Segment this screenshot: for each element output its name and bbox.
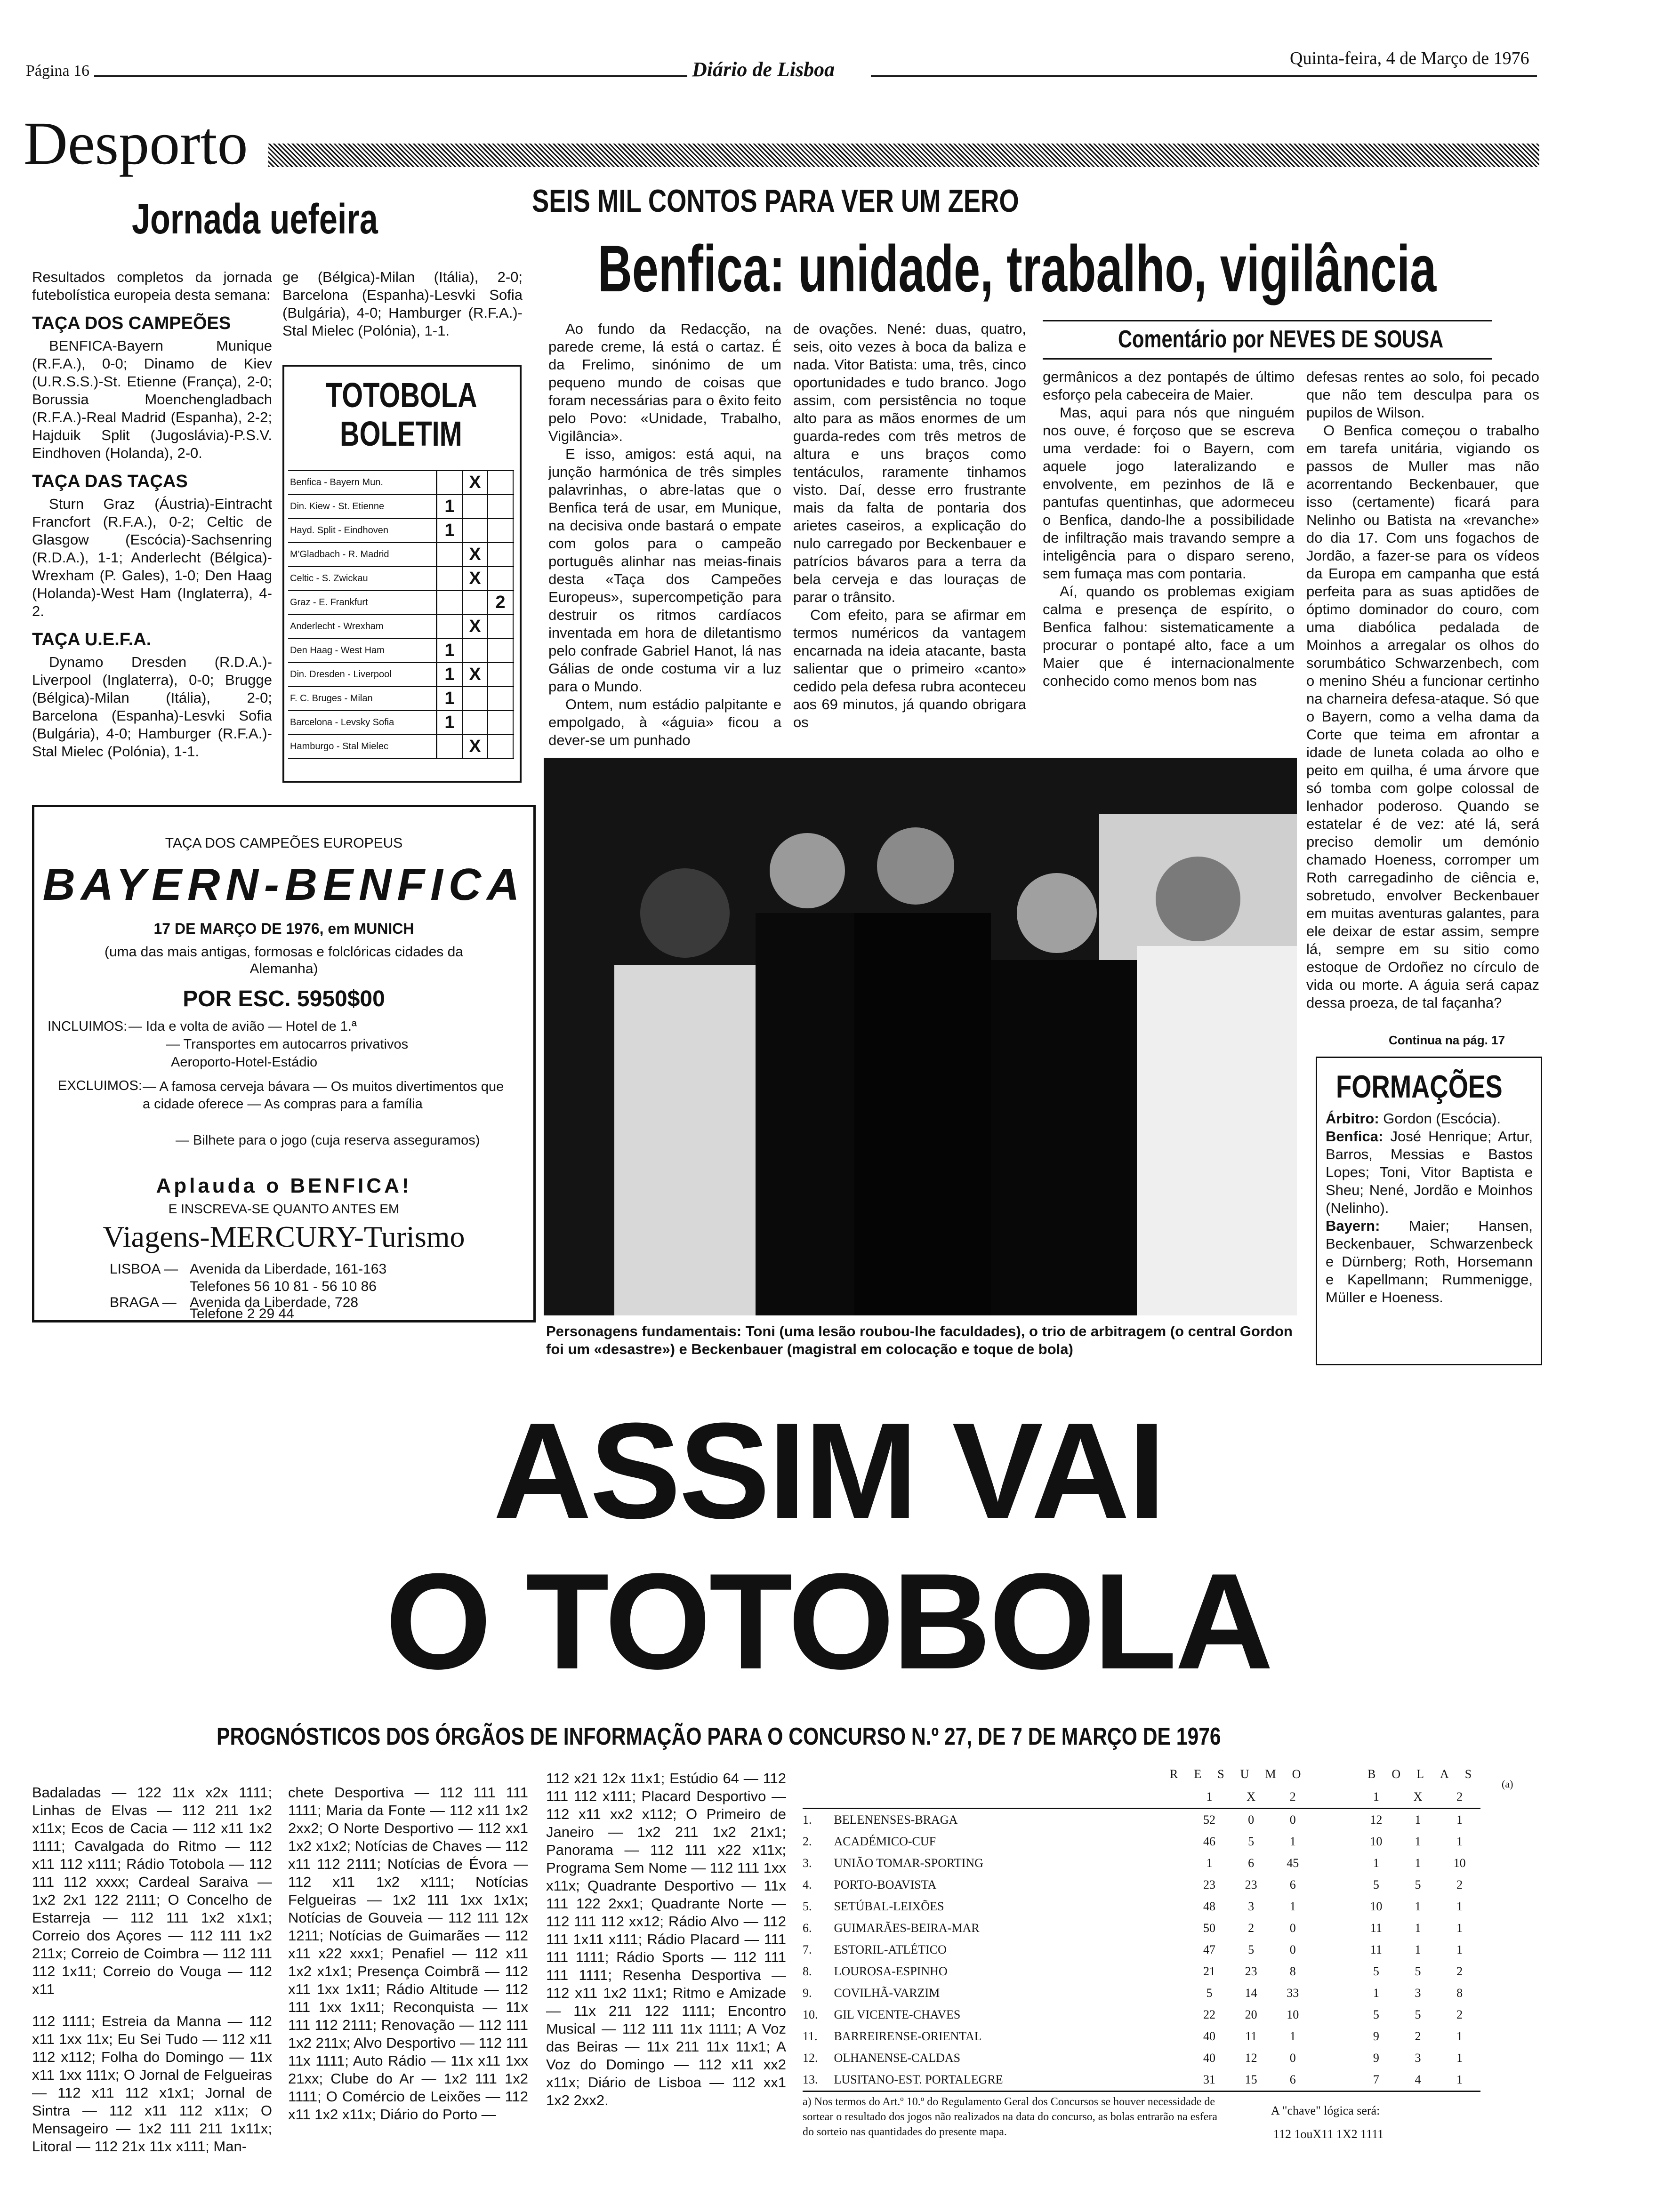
bolas-2: 1 <box>1456 1921 1463 1935</box>
bolas-1: 1 <box>1373 1856 1379 1870</box>
byline: Comentário por NEVES DE SOUSA <box>1118 326 1444 353</box>
bolas-x: 4 <box>1415 2073 1421 2086</box>
results-table <box>803 1786 1480 2092</box>
uefa-heading-campeoes: TAÇA DOS CAMPEÕES <box>32 313 231 333</box>
results-row <box>803 1917 1480 1939</box>
mark-1: 1 <box>437 495 463 518</box>
bolas-1: 9 <box>1373 2051 1379 2065</box>
uefa-text-uefa-cont: ge (Bélgica)-Milan (Itália), 2-0; Barcelona (Espanha)-Lesvki Sofia (Bulgária), 4-0; Hamburger (R.F.A.)-Stal Mielec (Polónia), 1-1. <box>282 269 523 339</box>
bolas-2: 1 <box>1456 1835 1463 1848</box>
prognosticos-col-2 <box>288 1784 528 2198</box>
bolas-x: 1 <box>1415 1813 1421 1827</box>
prognosticos-text: chete Desportiva — 112 111 111 1111; Maria da Fonte — 112 x11 1x2 2xx2; O Norte Desportivo — 112 xx1 1x2 x1x2; Notícias de Chaves — 112 x11 112 2111; Notícias de Évora — 112 x11 1x2 x111; Notícias Felgueiras — 1x2 111 1xx 1x1x; Notícias de Gouveia — 112 111 12x 1211; Notícias de Guimarães — 112 x11 x22 xxx1; Penafiel — 112 x11 1x2 x1x1; Presença Coimbrã — 112 x11 1xx 1x11; Rádio Altitude — 112 111 1xx 1x11; Reconquista — 11x 111 112 2111; Renovação — 112 111 1x2 211x; Alvo Desportivo — 112 111 11x 1111; Auto Rádio — 11x x11 1xx 21xx; Clube do Ar — 1x2 111 1x2 1111; O Comércio de Leixões — 112 x11 1x2 x11x; Diário do Porto — <box>288 1784 528 2123</box>
article-kicker: SEIS MIL CONTOS PARA VER UM ZERO <box>532 183 1019 219</box>
uefa-intro: Resultados completos da jornada futebolística europeia desta semana: <box>32 269 272 303</box>
resumo-2: 0 <box>1289 1813 1296 1827</box>
mark-2 <box>488 639 514 662</box>
game-match: ACADÉMICO-CUF <box>834 1835 936 1848</box>
continued-note: Continua na pág. 17 <box>1389 1033 1505 1047</box>
resumo-1: 52 <box>1203 1813 1215 1827</box>
article-para: O Benfica começou o trabalho em tarefa unitária, vigiando os passos de Muller mas não acorrentando Beckenbauer, que isso (certamente) ficará para Nelinho ou Batista na «revanche» do dia 17. Com uns fogachos de Jordão, a fazer-se para os vídeos da Europa em campanha que está perfeita para as suas aptidões de óptimo dominador do couro, com uma diabólica pedalada de Moinhos a arregalar os olhos do sorumbático Schwarzenbech, com o menino Shéu a funcionar certinho na charneira defesa-ataque. Só que o Bayern, como a velha dama da Corte que teima em afrontar a idade de luneta colada ao olho e peito em quilha, é uma árvore que só tomba com golpe colossal de lenhador poderoso. Quando se estatelar é de vez: até lá, será preciso demolir um demónio chamado Hoeness, corromper um Roth carregadinho de ciência e, sobretudo, envolver Beckenbauer em muitas aventuras galantes, para ele deixar de estar assim, sempre lá, sempre em su sitio como estoque de Ordoñez no círculo de vida ou morte. A águia será capaz dessa proeza, de tal façanha? <box>1306 422 1539 1011</box>
mark-1 <box>437 615 463 638</box>
ad-price: POR ESC. 5950$00 <box>183 986 385 1011</box>
mark-2 <box>488 471 514 494</box>
results-footnote: a) Nos termos do Art.º 10.º do Regulamento Geral dos Concursos se houver necessidade de sortear o resultado dos jogos não realizados na data do concurso, as bolas entrarão na esfera do sorteio nas quantidades do presente mapa. <box>803 2096 1218 2138</box>
resumo-2: 1 <box>1289 1899 1296 1913</box>
boletim-match: Din. Dresden - Liverpool <box>288 663 437 686</box>
game-number: 10. <box>803 2008 818 2021</box>
bolas-x: 5 <box>1415 2008 1421 2021</box>
mark-2 <box>488 567 514 590</box>
ad-subtitle: (uma das mais antigas, formosas e folclóricas cidades da Alemanha) <box>104 944 463 977</box>
results-row <box>803 1874 1480 1896</box>
game-match: LOUROSA-ESPINHO <box>834 1964 948 1978</box>
resumo-2: 45 <box>1287 1856 1299 1870</box>
results-row <box>803 1982 1480 2004</box>
bolas-2: 1 <box>1456 2073 1463 2086</box>
mark-2 <box>488 735 514 758</box>
uefa-heading-uefa: TAÇA U.E.F.A. <box>32 630 152 649</box>
mark-x <box>463 519 488 542</box>
article-col-4 <box>1306 368 1539 1036</box>
boletim-match: Hamburgo - Stal Mielec <box>288 735 437 758</box>
resumo-1: 46 <box>1203 1835 1215 1848</box>
resumo-x: 0 <box>1248 1813 1255 1827</box>
resumo-1: 22 <box>1203 2008 1215 2021</box>
mark-2 <box>488 663 514 686</box>
bolas-2: 1 <box>1456 1899 1463 1913</box>
boletim-match: Benfica - Bayern Mun. <box>288 471 437 494</box>
mark-1: 1 <box>437 663 463 686</box>
resumo-1: 21 <box>1203 1964 1215 1978</box>
totobola-headline-1: ASSIM VAI <box>493 1395 1164 1547</box>
prognosticos-text: Badaladas — 122 11x x2x 1111; Linhas de Elvas — 112 211 1x2 x11x; Ecos de Cacia — 112 x11 1x2 1111; Cavalgada do Ritmo — 112 x11 112 x111; Rádio Totobola — 112 111 112 xxxx; Cardeal Saraiva — 1x2 2x1 122 2111; O Concelho de Estarreja — 112 111 1x2 x1x1; Correio dos Açores — 112 111 1x2 211x; Correio de Coimbra — 112 111 112 1x11; Correio do Vouga — 112 x11 <box>32 1784 272 1997</box>
bolas-x: 5 <box>1415 1878 1421 1891</box>
resumo-1: 1 <box>1206 1856 1213 1870</box>
game-match: PORTO-BOAVISTA <box>834 1878 937 1891</box>
mark-x <box>463 591 488 614</box>
game-number: 9. <box>803 1986 812 2000</box>
formacoes-text <box>1326 1110 1533 1306</box>
header-rule <box>94 75 687 77</box>
mark-2 <box>488 519 514 542</box>
game-number: 12. <box>803 2051 818 2065</box>
boletim-row <box>288 567 514 591</box>
boletim-row <box>288 543 514 567</box>
resumo-x: 2 <box>1248 1921 1255 1935</box>
prognosticos-text: 112 x21 12x 11x1; Estúdio 64 — 112 111 112 x111; Placard Desportivo — 112 x11 xx2 x112; O Primeiro de Janeiro — 1x2 211 1x2 21x1; Panorama — 112 111 x22 x11x; Programa Sem Nome — 112 111 1xx x11x; Quadrante Desportivo — 11x 111 122 2xx1; Quadrante Norte — 112 111 112 xx12; Rádio Alvo — 112 111 1x11 x111; Rádio Placard — 111 111 1111; Rádio Sports — 112 111 111 1111; Resenha Desportiva — 112 x11 1x2 11x1; Ritmo e Amizade — 11x 211 122 1111; Encontro Musical — 112 111 11x 1111; A Voz das Beiras — 11x 211 11x 11x1; A Voz do Domingo — 112 x11 xx2 x11x; Diário de Lisboa — 112 xx1 1x2 2xx2. <box>546 1770 787 2108</box>
page-number: Página 16 <box>26 62 90 80</box>
ad-excl-2: — Bilhete para o jogo (cuja reserva asseguramos) <box>176 1133 480 1148</box>
bolas-2: 1 <box>1456 2051 1463 2065</box>
bolas-x: 1 <box>1415 1921 1421 1935</box>
resumo-2: 6 <box>1289 1878 1296 1891</box>
chave-value: 112 1ouX11 1X2 1111 <box>1273 2127 1384 2141</box>
results-head-row <box>803 1786 1480 1809</box>
results-row <box>803 1831 1480 1852</box>
bolas-x: 1 <box>1415 1899 1421 1913</box>
travel-ad <box>32 805 536 1322</box>
mark-x <box>463 495 488 518</box>
boletim-grid <box>288 470 514 759</box>
game-match: ESTORIL-ATLÉTICO <box>834 1943 947 1956</box>
mark-x: X <box>463 663 488 686</box>
results-row <box>803 2047 1480 2069</box>
bolas-1: 11 <box>1370 1943 1382 1956</box>
resumo-1: 47 <box>1203 1943 1215 1956</box>
bolas-1: 5 <box>1373 1964 1379 1978</box>
uefa-title: Jornada uefeira <box>132 196 378 243</box>
article-headline: Benfica: unidade, trabalho, vigilância <box>598 232 1437 305</box>
chave-label: A "chave" lógica será: <box>1271 2104 1380 2117</box>
bolas-label: BOLAS <box>1367 1767 1488 1781</box>
mark-1: 1 <box>437 519 463 542</box>
game-match: GIL VICENTE-CHAVES <box>834 2008 961 2021</box>
resumo-2: 8 <box>1289 1964 1296 1978</box>
mark-1 <box>437 471 463 494</box>
game-match: LUSITANO-EST. PORTALEGRE <box>834 2073 1003 2086</box>
ad-excl-1: — A famosa cerveja bávara — Os muitos divertimentos que a cidade oferece — As compras para a família <box>143 1079 504 1112</box>
resumo-1: 40 <box>1203 2029 1215 2043</box>
mark-2 <box>488 495 514 518</box>
bolas-1: 7 <box>1373 2073 1379 2086</box>
ad-incl-3: Aeroporto-Hotel-Estádio <box>171 1055 318 1070</box>
results-row <box>803 2026 1480 2047</box>
boletim-match: F. C. Bruges - Milan <box>288 687 437 710</box>
mark-1 <box>437 567 463 590</box>
ad-inscreva: E INSCREVA-SE QUANTO ANTES EM <box>168 1202 400 1216</box>
formacoes-box <box>1316 1057 1542 1365</box>
head-1: 1 <box>1373 1790 1379 1803</box>
results-row <box>803 2069 1480 2092</box>
article-para: Mas, aqui para nós que ninguém nos ouve, é forçoso que se escreva uma verdade: foi o Bayern, com aquele jogo lateralizando e envolvente, em pezinhos de lã e pantufas quentinhas, que adormeceu o Benfica, dando-lhe a possibilidade de infiltração mais travando sempre a inteligência para o disparo sereno, sem fumaça mas com pontaria. <box>1043 404 1295 582</box>
resumo-2: 33 <box>1287 1986 1299 2000</box>
ad-braga-tel: Telefone 2 29 44 <box>190 1306 294 1322</box>
ad-incl-1: — Ida e volta de avião — Hotel de 1.ª <box>129 1019 357 1034</box>
boletim-row <box>288 735 514 759</box>
game-match: COVILHÃ-VARZIM <box>834 1986 940 2000</box>
value: José Henrique; Artur, Barros, Messias e Bastos Lopes; Toni, Vitor Baptista e Sheu; Nené, Jordão e Moinhos (Nelinho). <box>1326 1128 1533 1216</box>
boletim-match: Din. Kiew - St. Etienne <box>288 495 437 518</box>
boletim-row <box>288 591 514 615</box>
formacoes-arbitro <box>1326 1110 1533 1128</box>
value: Maier; Hansen, Beckenbauer, Schwarzenbeck e Dürnberg; Roth, Horsemann e Kapellmann; Rummenigge, Müller e Hoeness. <box>1326 1218 1533 1306</box>
game-match: BELENENSES-BRAGA <box>834 1813 958 1827</box>
article-para: de ovações. Nené: duas, quatro, seis, oito vezes à boca da baliza e nada. Vitor Batista: uma, três, cinco oportunidades e tudo branco. Jogo assim, com persistência no toque alto para as mãos enormes de um guarda-redes com três metros de altura e uns braços como tentáculos, raramente tinhamos visto. Daí, desse erro frustrante mais da falta de pontaria dos arietes caseiros, a explicação do nulo carregado por Beckenbauer e patrícios bávaros para a terra da bela cerveja e das louraças de parar o trânsito. <box>793 321 1026 605</box>
match-photo <box>544 758 1297 1315</box>
resumo-x: 5 <box>1248 1943 1255 1956</box>
bolas-2: 1 <box>1456 2029 1463 2043</box>
bolas-1: 9 <box>1373 2029 1379 2043</box>
game-number: 6. <box>803 1921 812 1935</box>
article-col-1 <box>548 320 781 748</box>
resumo-1: 5 <box>1206 1986 1213 2000</box>
mark-2 <box>488 711 514 734</box>
boletim-row <box>288 519 514 543</box>
uefa-text-campeoes: BENFICA-Bayern Munique (R.F.A.), 0-0; Dinamo de Kiev (U.R.S.S.)-St. Etienne (França), 2-0; Borussia Moenchengladbach (R.F.A.)-Real Madrid (Espanha), 2-2; Hajduik Split (Jugoslávia)-P.S.V. Eindhoven (Holanda), 2-0. <box>32 337 272 461</box>
bolas-2: 1 <box>1456 1813 1463 1827</box>
a-note: (a) <box>1502 1778 1513 1790</box>
results-row <box>803 1961 1480 1982</box>
resumo-x: 5 <box>1248 1835 1255 1848</box>
boletim-box <box>282 365 522 783</box>
game-number: 2. <box>803 1835 812 1848</box>
masthead: Diário de Lisboa <box>692 58 835 81</box>
mark-2 <box>488 687 514 710</box>
bolas-1: 12 <box>1370 1813 1383 1827</box>
label: Árbitro: <box>1326 1110 1379 1127</box>
bolas-x: 3 <box>1415 1986 1421 2000</box>
boletim-row <box>288 663 514 687</box>
article-para: Ontem, num estádio palpitante e empolgado, à «águia» ficou a dever-se um punhado <box>548 696 781 748</box>
boletim-match: Graz - E. Frankfurt <box>288 591 437 614</box>
game-number: 4. <box>803 1878 812 1891</box>
label: Bayern: <box>1326 1218 1380 1234</box>
bolas-1: 10 <box>1370 1835 1383 1848</box>
resumo-x: 23 <box>1245 1878 1257 1891</box>
mark-x: X <box>463 471 488 494</box>
resumo-2: 1 <box>1289 1835 1296 1848</box>
game-number: 11. <box>803 2029 818 2043</box>
uefa-results-col-left <box>32 268 272 800</box>
mark-x <box>463 711 488 734</box>
mark-1: 1 <box>437 639 463 662</box>
resumo-x: 23 <box>1245 1964 1257 1978</box>
boletim-row <box>288 495 514 519</box>
head-2: 2 <box>1289 1790 1296 1803</box>
boletim-row <box>288 615 514 639</box>
resumo-x: 3 <box>1248 1899 1255 1913</box>
bolas-x: 1 <box>1415 1856 1421 1870</box>
boletim-match: Celtic - S. Zwickau <box>288 567 437 590</box>
game-match: GUIMARÃES-BEIRA-MAR <box>834 1921 980 1935</box>
byline-box <box>1043 320 1492 360</box>
boletim-row <box>288 471 514 495</box>
ad-applaud: Aplauda o BENFICA! <box>156 1174 412 1197</box>
resumo-2: 0 <box>1289 2051 1296 2065</box>
ad-title: BAYERN-BENFICA <box>42 859 525 910</box>
resumo-1: 50 <box>1203 1921 1215 1935</box>
ad-braga-label: BRAGA — <box>110 1295 177 1310</box>
boletim-row <box>288 687 514 711</box>
game-match: UNIÃO TOMAR-SPORTING <box>834 1856 983 1870</box>
head-x: X <box>1247 1790 1255 1803</box>
boletim-title-2: BOLETIM <box>340 414 462 453</box>
article-para: defesas rentes ao solo, foi pecado que não tem desculpa para os pupilos de Wilson. <box>1306 369 1539 421</box>
resumo-label: RESUMO <box>1170 1767 1317 1781</box>
ad-agency: Viagens-MERCURY-Turismo <box>103 1220 465 1253</box>
resumo-1: 40 <box>1203 2051 1215 2065</box>
value: Gordon (Escócia). <box>1383 1110 1501 1127</box>
bolas-1: 1 <box>1373 1986 1379 2000</box>
uefa-text-tacas: Sturn Graz (Áustria)-Eintracht Francfort (R.F.A.), 0-2; Celtic de Glasgow (Escócia)-Sachsenring (R.D.A.), 1-1; Anderlecht (Bélgica)-Wrexham (P. Gales), 1-0; Den Haag (Holanda)-West Ham (Inglaterra), 4-2. <box>32 496 272 619</box>
resumo-x: 11 <box>1245 2029 1257 2043</box>
mark-x <box>463 639 488 662</box>
boletim-row <box>288 639 514 663</box>
ad-line1: TAÇA DOS CAMPEÕES EUROPEUS <box>165 835 403 851</box>
results-row <box>803 1896 1480 1917</box>
resumo-2: 0 <box>1289 1921 1296 1935</box>
mark-x: X <box>463 567 488 590</box>
bolas-1: 10 <box>1370 1899 1383 1913</box>
mark-1 <box>437 543 463 566</box>
resumo-1: 31 <box>1203 2073 1215 2086</box>
boletim-match: M'Gladbach - R. Madrid <box>288 543 437 566</box>
bolas-x: 3 <box>1415 2051 1421 2065</box>
mark-1 <box>437 735 463 758</box>
game-match: SETÚBAL-LEIXÕES <box>834 1899 944 1913</box>
ad-lisboa-tel: Telefones 56 10 81 - 56 10 86 <box>190 1279 377 1294</box>
head-1: 1 <box>1206 1790 1213 1803</box>
bolas-2: 8 <box>1456 1986 1463 2000</box>
formacoes-benfica <box>1326 1128 1533 1217</box>
resumo-x: 6 <box>1248 1856 1255 1870</box>
game-number: 7. <box>803 1943 812 1956</box>
resumo-1: 23 <box>1203 1878 1215 1891</box>
game-number: 5. <box>803 1899 812 1913</box>
photo-figures <box>544 758 1297 1315</box>
bolas-x: 1 <box>1415 1835 1421 1848</box>
resumo-1: 48 <box>1203 1899 1215 1913</box>
mark-x <box>463 687 488 710</box>
mark-x: X <box>463 615 488 638</box>
mark-1: 1 <box>437 687 463 710</box>
article-para: E isso, amigos: está aqui, na junção harmónica de três simples palavrinhas, o abre-latas que o Benfica terá de usar, em Munique, na decisiva onde bastará o empate com golos para o campeão português alinhar nas meias-finais desta «Taça dos Campeões Europeus», supercompetição para destruir os ritmos cardíacos inventada em hora de diletantismo pelo confrade Gabriel Hanot, lá nas Gálias de onde costuma vir a luz para o Mundo. <box>548 446 781 695</box>
uefa-heading-tacas: TAÇA DAS TAÇAS <box>32 472 188 491</box>
boletim-match: Anderlecht - Wrexham <box>288 615 437 638</box>
boletim-match: Barcelona - Levsky Sofia <box>288 711 437 734</box>
bolas-1: 11 <box>1370 1921 1382 1935</box>
head-x: X <box>1413 1790 1423 1803</box>
uefa-results-col-right <box>282 268 523 362</box>
mark-x: X <box>463 543 488 566</box>
mark-x: X <box>463 735 488 758</box>
game-number: 13. <box>803 2073 818 2086</box>
bolas-1: 5 <box>1373 2008 1379 2021</box>
resumo-x: 12 <box>1245 2051 1257 2065</box>
bolas-x: 2 <box>1415 2029 1421 2043</box>
mark-2 <box>488 543 514 566</box>
resumo-2: 10 <box>1287 2008 1299 2021</box>
label: Benfica: <box>1326 1128 1384 1145</box>
photo-caption: Personagens fundamentais: Toni (uma lesão roubou-lhe faculdades), o trio de arbitragem (o central Gordon foi um «desastre») e Beckenbauer (magistral em colocação e toque de bola) <box>546 1323 1293 1357</box>
game-match: BARREIRENSE-ORIENTAL <box>834 2029 982 2043</box>
results-row <box>803 1939 1480 1961</box>
game-number: 8. <box>803 1964 812 1978</box>
article-para: Aí, quando os problemas exigiam calma e presença de espírito, o Benfica falhou: sistematicamente a procurar o pontapé alto, face a um Maier que é internacionalmente conhecido como menos bom nas <box>1043 583 1295 689</box>
section-rule-hatch <box>268 144 1539 167</box>
bolas-2: 2 <box>1456 2008 1463 2021</box>
resumo-x: 14 <box>1245 1986 1257 2000</box>
results-row <box>803 2004 1480 2026</box>
article-col-3 <box>1043 368 1295 745</box>
prognosticos-text: 112 1111; Estreia da Manna — 112 x11 1xx 11x; Eu Sei Tudo — 112 x11 112 x112; Folha do Domingo — 11x x11 1xx 111x; O Jornal de Felgueiras — 112 x11 112 x1x1; Jornal de Sintra — 112 x11 112 x11x; O Mensageiro — 1x2 111 211 1x11x; Litoral — 112 21x 11x x111; Man- <box>32 2013 272 2155</box>
header-rule-right <box>871 75 1537 77</box>
ad-date: 17 DE MARÇO DE 1976, em MUNICH <box>153 920 414 937</box>
boletim-match: Hayd. Split - Eindhoven <box>288 519 437 542</box>
game-match: OLHANENSE-CALDAS <box>834 2051 961 2065</box>
ad-excl-label: EXCLUIMOS: <box>58 1078 142 1093</box>
formacoes-bayern <box>1326 1217 1533 1306</box>
bolas-2: 10 <box>1453 1856 1466 1870</box>
bolas-x: 5 <box>1415 1964 1421 1978</box>
ad-lisboa-addr: Avenida da Liberdade, 161-163 <box>190 1261 387 1277</box>
bolas-x: 1 <box>1415 1943 1421 1956</box>
section-title: Desporto <box>24 110 248 177</box>
boletim-row <box>288 711 514 735</box>
issue-date: Quinta-feira, 4 de Março de 1976 <box>1290 48 1529 68</box>
boletim-title-1: TOTOBOLA <box>326 376 477 415</box>
boletim-match: Den Haag - West Ham <box>288 639 437 662</box>
game-number: 3. <box>803 1856 812 1870</box>
resumo-2: 0 <box>1289 1943 1296 1956</box>
ad-incl-2: — Transportes em autocarros privativos <box>166 1037 409 1052</box>
bolas-2: 2 <box>1456 1878 1463 1891</box>
uefa-text-uefa: Dynamo Dresden (R.D.A.)-Liverpool (Inglaterra), 0-0; Brugge (Bélgica)-Milan (Itália), 2-0; Barcelona (Espanha)-Lesvki Sofia (Bulgária), 4-0; Hamburger (R.F.A.)-Stal Mielec (Polónia), 1-1. <box>32 654 272 760</box>
results-table-wrap <box>803 1786 1480 2092</box>
article-para: Ao fundo da Redacção, na parede creme, lá está o cartaz. É da Frelimo, sinónimo de um pequeno mundo de coisas que foram necessárias para o êxito feito pelo Povo: «Unidade, Trabalho, Vigilância». <box>548 321 781 444</box>
game-number: 1. <box>803 1813 812 1827</box>
resumo-2: 1 <box>1289 2029 1296 2043</box>
results-row <box>803 1852 1480 1874</box>
head-2: 2 <box>1456 1790 1463 1803</box>
mark-2 <box>488 615 514 638</box>
results-row <box>803 1809 1480 1831</box>
ad-braga-addr: Avenida da Liberdade, 728 <box>190 1295 359 1310</box>
formacoes-title: FORMAÇÕES <box>1336 1069 1503 1105</box>
ad-incl-label: INCLUIMOS: <box>48 1019 128 1034</box>
prognosticos-col-3 <box>546 1770 786 2198</box>
bolas-2: 1 <box>1456 1943 1463 1956</box>
prognosticos-col-1 <box>32 1784 272 2198</box>
article-para: germânicos a dez pontapés de último esforço pela cabeceira de Maier. <box>1043 369 1295 403</box>
article-col-2 <box>793 320 1026 744</box>
mark-2: 2 <box>488 591 514 614</box>
ad-lisboa-label: LISBOA — <box>110 1261 178 1277</box>
totobola-headline-2: O TOTOBOLA <box>385 1545 1272 1698</box>
bolas-2: 2 <box>1456 1964 1463 1978</box>
mark-1 <box>437 591 463 614</box>
totobola-subhead: PROGNÓSTICOS DOS ÓRGÃOS DE INFORMAÇÃO PARA O CONCURSO N.º 27, DE 7 DE MARÇO DE 1976 <box>217 1723 1221 1750</box>
resumo-x: 20 <box>1245 2008 1257 2021</box>
bolas-1: 5 <box>1373 1878 1379 1891</box>
article-para: Com efeito, para se afirmar em termos numéricos da vantagem encarnada na ideia atacante, basta salientar que o primeiro «canto» cedido pela defesa rubra aconteceu aos 69 minutos, já quando obrigara os <box>793 607 1026 730</box>
resumo-x: 15 <box>1245 2073 1257 2086</box>
mark-1: 1 <box>437 711 463 734</box>
resumo-2: 6 <box>1289 2073 1296 2086</box>
